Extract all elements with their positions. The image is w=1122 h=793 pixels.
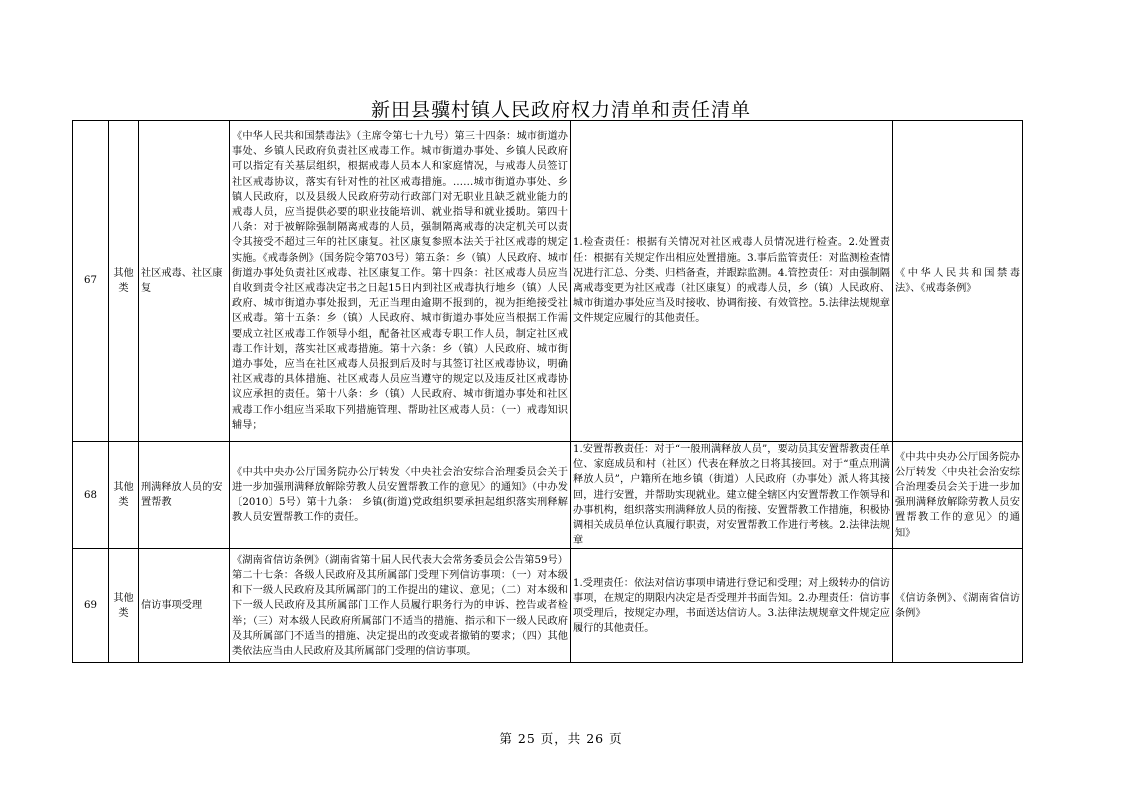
power-name: 信访事项受理 (139, 549, 230, 663)
reference-basis: 《中共中央办公厅国务院办公厅转发〈中央社会治安综合治理委员会关于进一步加强刑满释放解除劳教人员安置帮教工作的意见〉的通知》 (893, 442, 1023, 549)
legal-basis: 《中华人民共和国禁毒法》（主席令第七十九号）第三十四条：城市街道办事处、乡镇人民政府负责社区戒毒工作。城市街道办事处、乡镇人民政府可以指定有关基层组织，根据戒毒人员本人和家庭情况，与戒毒人员签订社区戒毒协议，落实有针对性的社区戒毒措施。……城市街道办事处、乡镇人民政府，以及县级人民政府劳动行政部门对无职业且缺乏就业能力的戒毒人员，应当提供必要的职业技能培训、就业指导和就业援助。第四十八条：对于被解除强制隔离戒毒的人员，强制隔离戒毒的决定机关可以责令其接受不超过三年的社区康复。社区康复参照本法关于社区戒毒的规定实施。《戒毒条例》（国务院令第703号）第五条：乡（镇）人民政府、城市街道办事处负责社区戒毒、社区康复工作。第十四条：社区戒毒人员应当自收到责令社区戒毒决定书之日起15日内到社区戒毒执行地乡（镇）人民政府、城市街道办事处报到，无正当理由逾期不报到的，视为拒绝接受社区戒毒。第十五条：乡（镇）人民政府、城市街道办事处应当根据工作需要成立社区戒毒工作领导小组，配备社区戒毒专职工作人员，制定社区戒毒工作计划，落实社区戒毒措施。第十六条：乡（镇）人民政府、城市街道办事处，应当在社区戒毒人员报到后及时与其签订社区戒毒协议，明确社区戒毒的具体措施、社区戒毒人员应当遵守的规定以及违反社区戒毒协议应承担的责任。第十八条：乡（镇）人民政府、城市街道办事处和社区戒毒工作小组应当采取下列措施管理、帮助社区戒毒人员：（一）戒毒知识辅导； (230, 121, 571, 442)
row-number: 69 (73, 549, 109, 663)
row-number: 67 (73, 121, 109, 442)
power-type: 其他类 (109, 549, 139, 663)
table-row (73, 442, 1023, 549)
power-name: 刑满释放人员的安置帮教 (139, 442, 230, 549)
page-title: 新田县骥村镇人民政府权力清单和责任清单 (370, 99, 751, 121)
power-type: 其他类 (109, 442, 139, 549)
responsibility-items: 1.受理责任：依法对信访事项申请进行登记和受理；对上级转办的信访事项，在规定的期限内决定是否受理并书面告知。2.办理责任：信访事项受理后，按规定办理，书面送达信访人。3.法律法规规章文件规定应履行的其他责任。 (571, 549, 893, 663)
power-type: 其他类 (109, 121, 139, 442)
legal-basis: 《中共中央办公厅国务院办公厅转发〈中央社会治安综合治理委员会关于进一步加强刑满释放解除劳教人员安置帮教工作的意见〉的通知》（中办发〔2010〕5号）第十九条： 乡镇(街道)党政组织要承担起组织落实刑释解教人员安置帮教工作的责任。 (230, 442, 571, 549)
table-row (73, 549, 1023, 663)
reference-basis: 《信访条例》、《湖南省信访条例》 (893, 549, 1023, 663)
legal-basis: 《湖南省信访条例》（湖南省第十届人民代表大会常务委员会公告第59号）第二十七条：各级人民政府及其所属部门受理下列信访事项：（一）对本级和下一级人民政府及其所属部门的工作提出的建议、意见；（二）对本级和下一级人民政府及其所属部门工作人员履行职务行为的申诉、控告或者检举；（三）对本级人民政府所属部门不适当的措施、指示和下一级人民政府及其所属部门不适当的措施、决定提出的改变或者撤销的要求；（四）其他类依法应当由人民政府及其所属部门受理的信访事项。 (230, 549, 571, 663)
responsibility-items: 1.检查责任：根据有关情况对社区戒毒人员情况进行检查。2.处置责任：根据有关规定作出相应处置措施。3.事后监管责任：对监测检查情况进行汇总、分类、归档备查，并跟踪监测。4.管控责任：对由强制隔离戒毒变更为社区戒毒（社区康复）的戒毒人员，乡（镇）人民政府、城市街道办事处应当及时接收、协调衔接、有效管控。5.法律法规规章文件规定应履行的其他责任。 (571, 121, 893, 442)
row-number: 68 (73, 442, 109, 549)
power-name: 社区戒毒、社区康复 (139, 121, 230, 442)
responsibility-items: 1.安置帮教责任：对于“一般刑满释放人员”，要动员其安置帮教责任单位、家庭成员和村（社区）代表在释放之日将其接回。对于“重点刑满释放人员”，户籍所在地乡镇（街道）人民政府（办事处）派人将其接回，进行安置，并帮助实现就业。建立健全辖区内安置帮教工作领导和办事机构，组织落实刑满释放人员的衔接、安置帮教工作措施，积极协调相关成员单位认真履行职责，对安置帮教工作进行考核。2.法律法规章 (571, 442, 893, 549)
table-row (73, 121, 1023, 442)
page-footer: 第 25 页，共 26 页 (499, 731, 623, 746)
reference-basis: 《中华人民共和国禁毒法》、《戒毒条例》 (893, 121, 1023, 442)
power-responsibility-table (72, 120, 1023, 663)
